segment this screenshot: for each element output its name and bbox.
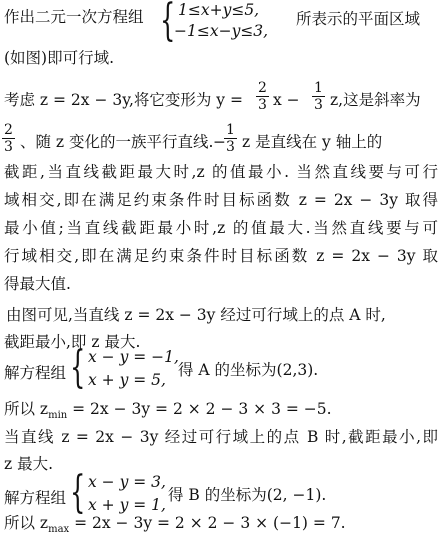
point-b-intro-1: 当直线 z = 2x − 3y 经过可行域上的点 B 时,截距最小,即 [4, 428, 438, 446]
paragraph-line-3: 最小值;当直线截距最小时,z 的值最大.当然直线要与可 [4, 219, 438, 237]
zmin-line: 所以 $z_{min} = 2x - 3y = 2 \times 2 - 3 \times 3 = -5$. [4, 400, 332, 421]
constraint-brace: { [160, 0, 176, 46]
feasible-region-line: (如图)即可行域. [4, 49, 115, 67]
slope-negative-sign: − [213, 133, 226, 151]
system-b-lead: 解方程组 [4, 489, 67, 507]
system-b-brace: { [70, 467, 86, 518]
slope-text-1: 、随 z 变化的一族平行直线. [20, 133, 214, 151]
point-a-intro-2: 截距最小,即 z 最大. [4, 333, 141, 351]
transform-fraction-1: $\frac{2}{3}$ [258, 80, 267, 113]
system-a-row-2: x + y = 5, [88, 371, 166, 389]
transform-suffix: z,这是斜率为 [330, 91, 421, 109]
system-a-result: 得 A 的坐标为(2,3). [178, 361, 319, 379]
constraint-intro: 作出二元一次方程组 [4, 8, 144, 26]
transform-mid: x − [273, 91, 300, 109]
point-a-intro-1: 由图可见,当直线 z = 2x − 3y 经过可行域上的点 A 时, [6, 306, 386, 324]
slope-text-2: z 是直线在 y 轴上的 [242, 133, 383, 151]
transform-prefix: 考虑 z = 2x − 3y,将它变形为 y = [4, 91, 243, 109]
system-a-row-1: x − y = −1, [88, 348, 179, 366]
system-a-lead: 解方程组 [4, 364, 67, 382]
paragraph-line-1: 截距,当直线截距最大时,z 的值最小. 当然直线要与可行 [4, 163, 438, 181]
paragraph-line-2: 域相交,即在满足约束条件时目标函数 z = 2x − 3y 取得 [4, 191, 438, 209]
transform-fraction-2: $\frac{1}{3}$ [314, 80, 323, 113]
zmax-line: 所以 $z_{max} = 2x - 3y = 2 \times 2 - 3 \times (-1) = 7$. [4, 514, 346, 535]
system-a-brace: { [70, 342, 86, 393]
point-b-intro-2: z 最大. [4, 455, 54, 473]
system-b-result: 得 B 的坐标为(2, −1). [168, 486, 327, 504]
system-b-row-1: x − y = 3, [88, 473, 166, 491]
slope-fraction: $\frac{2}{3}$ [4, 122, 13, 155]
paragraph-line-4: 行域相交,即在满足约束条件时目标函数 z = 2x − 3y 取 [4, 247, 438, 265]
constraint-row-2: −1≤x−y≤3, [174, 22, 269, 40]
constraint-tail: 所表示的平面区域 [296, 10, 421, 28]
paragraph-line-5: 得最大值. [4, 275, 71, 293]
system-b-row-2: x + y = 1, [88, 496, 166, 514]
slope-fraction-2: $\frac{1}{3}$ [226, 122, 235, 155]
constraint-row-1: 1≤x+y≤5, [178, 1, 260, 19]
